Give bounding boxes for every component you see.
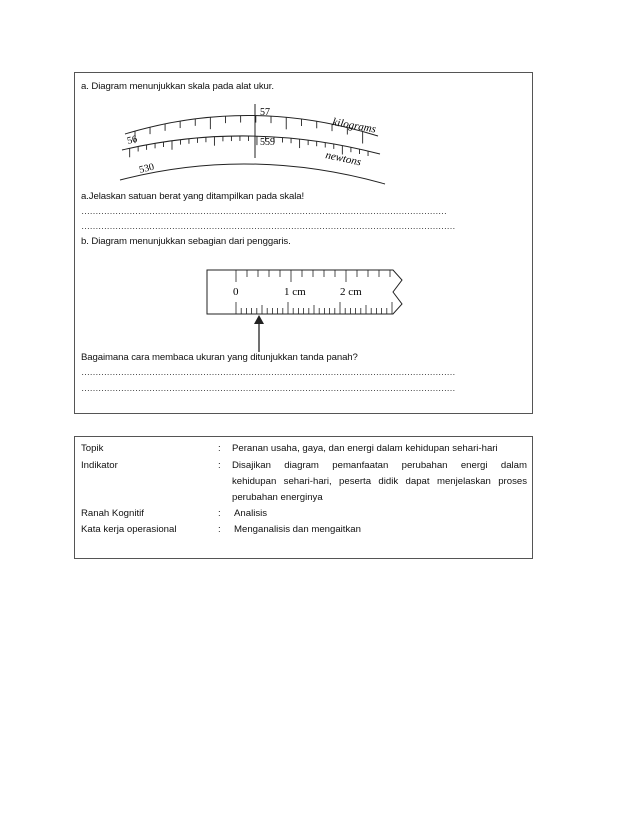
row-indikator-label: Indikator (81, 460, 118, 471)
answer-dots-2: …………………………………………………………………………………………………………………… (81, 221, 455, 231)
intro-b-text: b. Diagram menunjukkan sebagian dari penggaris. (81, 236, 291, 247)
scale-left-kg-label: 56 (126, 133, 139, 147)
scale-kg-value: 57 (260, 107, 270, 118)
ruler-label-1cm: 1 cm (284, 286, 306, 298)
weight-scale-diagram (110, 98, 400, 190)
row-indikator-colon: : (218, 460, 221, 471)
ruler-label-2cm: 2 cm (340, 286, 362, 298)
row-ranah-colon: : (218, 508, 221, 519)
row-indikator-value-line1: Disajikan diagram pemanfaatan perubahan energi dalam (232, 460, 527, 471)
scale-kg-unit: kilograms (331, 116, 377, 136)
row-ranah-label: Ranah Kognitif (81, 508, 144, 519)
row-topik-colon: : (218, 443, 221, 454)
scale-n-unit: newtons (324, 149, 363, 169)
row-indikator-value-line2: kehidupan sehari-hari, peserta didik dapat menjelaskan proses (232, 476, 527, 487)
row-kata-kerja-label: Kata kerja operasional (81, 524, 177, 535)
row-topik-label: Topik (81, 443, 104, 454)
intro-a-text: a. Diagram menunjukkan skala pada alat ukur. (81, 81, 274, 92)
scale-n-value: 559 (260, 137, 275, 148)
arrow-up-icon (254, 315, 264, 324)
row-kata-kerja-value: Menganalisis dan mengaitkan (234, 524, 361, 535)
answer-dots-3: …………………………………………………………………………………………………………………… (81, 367, 455, 377)
answer-dots-1: ………………………………………………………………………………………………………………… (81, 206, 447, 216)
prompt-a-text: a.Jelaskan satuan berat yang ditampilkan pada skala! (81, 191, 305, 202)
scale-left-n-label: 530 (138, 161, 156, 176)
answer-dots-4: …………………………………………………………………………………………………………………… (81, 383, 455, 393)
prompt-b-text: Bagaimana cara membaca ukuran yang ditunjukkan tanda panah? (81, 352, 358, 363)
ruler-diagram (205, 264, 410, 354)
row-kata-kerja-colon: : (218, 524, 221, 535)
row-indikator-value-line3: perubahan energinya (232, 492, 323, 503)
row-topik-value: Peranan usaha, gaya, dan energi dalam kehidupan sehari-hari (232, 443, 498, 454)
row-ranah-value: Analisis (234, 508, 268, 519)
ruler-label-0: 0 (233, 286, 239, 298)
